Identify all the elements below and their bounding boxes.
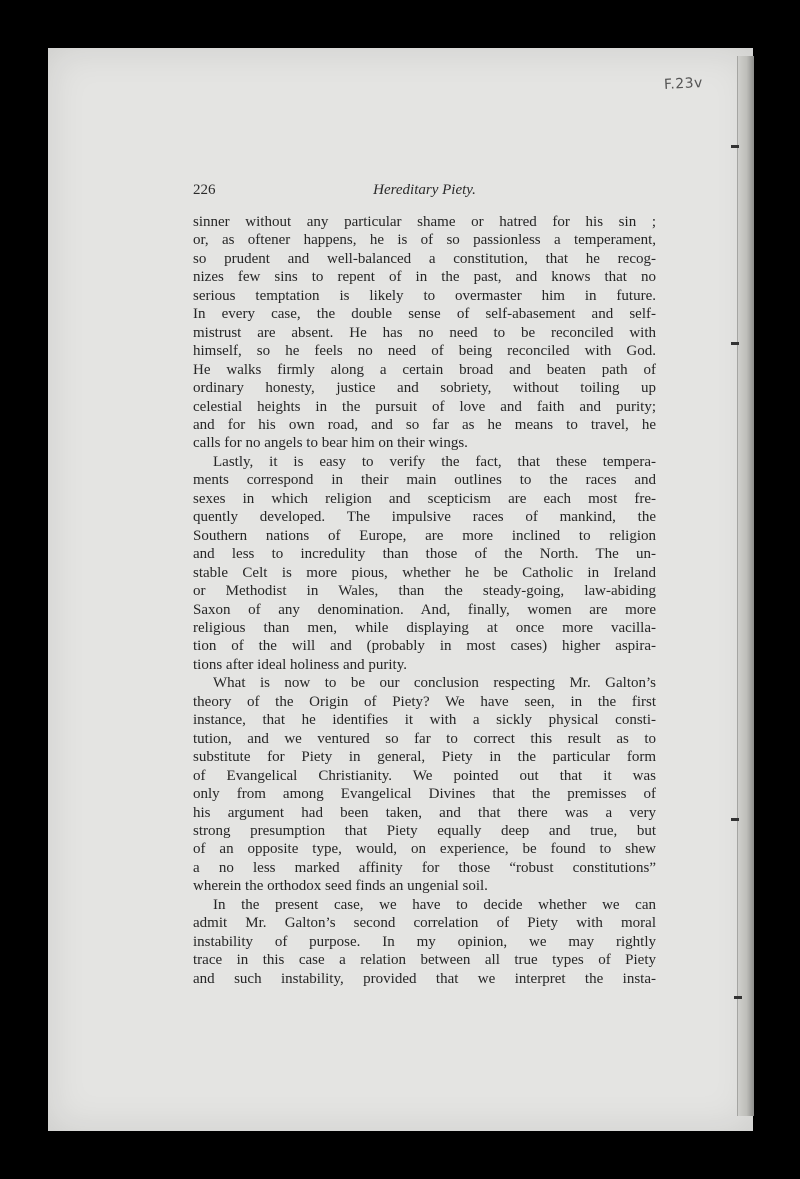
text-line: only from among Evangelical Divines that the premisses of — [193, 786, 656, 803]
text-line: ordinary honesty, justice and sobriety, without toiling up — [193, 380, 656, 397]
text-line: In every case, the double sense of self-abasement and self- — [193, 306, 656, 323]
text-line: ments correspond in their main outlines to the races and — [193, 472, 656, 489]
text-line: a no less marked affinity for those “robust constitutions” — [193, 859, 656, 876]
text-line: or Methodist in Wales, than the steady-going, law-abiding — [193, 583, 656, 600]
paragraph — [193, 674, 656, 895]
text-line: his argument had been taken, and that there was a very — [193, 804, 656, 821]
text-line: theory of the Origin of Piety? We have seen, in the first — [193, 693, 656, 710]
text-line: instability of purpose. In my opinion, we may rightly — [193, 933, 656, 950]
text-line: so prudent and well-balanced a constitution, that he recog- — [193, 250, 656, 267]
body-text — [193, 213, 656, 988]
text-line: substitute for Piety in general, Piety in the particular form — [193, 749, 656, 766]
text-line: Saxon of any denomination. And, finally, women are more — [193, 601, 656, 618]
text-line: of an opposite type, would, on experience, be found to shew — [193, 841, 656, 858]
text-line: serious temptation is likely to overmaster him in future. — [193, 287, 656, 304]
margin-mark — [731, 818, 739, 821]
text-line: instance, that he identifies it with a sickly physical consti- — [193, 712, 656, 729]
text-line: nizes few sins to repent of in the past, and knows that no — [193, 269, 656, 286]
text-line: In the present case, we have to decide whether we can — [213, 896, 656, 913]
text-line: and for his own road, and so far as he means to travel, he — [193, 416, 656, 433]
margin-mark — [731, 342, 739, 345]
text-line: tion of the will and (probably in most cases) higher aspira- — [193, 638, 656, 655]
text-line: He walks firmly along a certain broad and beaten path of — [193, 361, 656, 378]
text-line: calls for no angels to bear him on their wings. — [193, 435, 468, 452]
text-line: and such instability, provided that we interpret the insta- — [193, 970, 656, 987]
running-head — [193, 182, 656, 204]
text-line: of Evangelical Christianity. We pointed out that it was — [193, 767, 656, 784]
paragraph — [193, 453, 656, 674]
margin-mark — [731, 145, 739, 148]
text-line: religious than men, while displaying at once more vacilla- — [193, 619, 656, 636]
text-line: stable Celt is more pious, whether he be Catholic in Ireland — [193, 564, 656, 581]
text-line: and less to incredulity than those of the North. The un- — [193, 546, 656, 563]
text-line: strong presumption that Piety equally deep and true, but — [193, 822, 656, 839]
text-line: quently developed. The impulsive races of mankind, the — [193, 509, 656, 526]
handwritten-folio-note: F.23v — [663, 74, 704, 94]
text-line: trace in this case a relation between all true types of Piety — [193, 952, 656, 969]
text-line: or, as oftener happens, he is of so passionless a temperament, — [193, 232, 656, 249]
paragraph — [193, 896, 656, 988]
margin-mark — [734, 996, 742, 999]
text-line: tution, and we ventured so far to correct this result as to — [193, 730, 656, 747]
text-line: sexes in which religion and scepticism are each most fre- — [193, 490, 656, 507]
running-title: Hereditary Piety. — [373, 182, 476, 198]
paragraph — [193, 213, 656, 453]
page-number: 226 — [193, 182, 216, 198]
text-line: admit Mr. Galton’s second correlation of Piety with moral — [193, 915, 656, 932]
text-line: mistrust are absent. He has no need to be reconciled with — [193, 324, 656, 341]
text-line: Lastly, it is easy to verify the fact, that these tempera- — [213, 453, 656, 470]
text-line: Southern nations of Europe, are more inclined to religion — [193, 527, 656, 544]
text-line: celestial heights in the pursuit of love and faith and purity; — [193, 398, 656, 415]
text-line: What is now to be our conclusion respecting Mr. Galton’s — [213, 675, 656, 692]
text-line: tions after ideal holiness and purity. — [193, 656, 407, 673]
text-line: wherein the orthodox seed finds an ungenial soil. — [193, 878, 488, 895]
text-line: sinner without any particular shame or hatred for his sin ; — [193, 214, 656, 230]
page-edge — [737, 56, 754, 1116]
text-line: himself, so he feels no need of being reconciled with God. — [193, 343, 656, 360]
